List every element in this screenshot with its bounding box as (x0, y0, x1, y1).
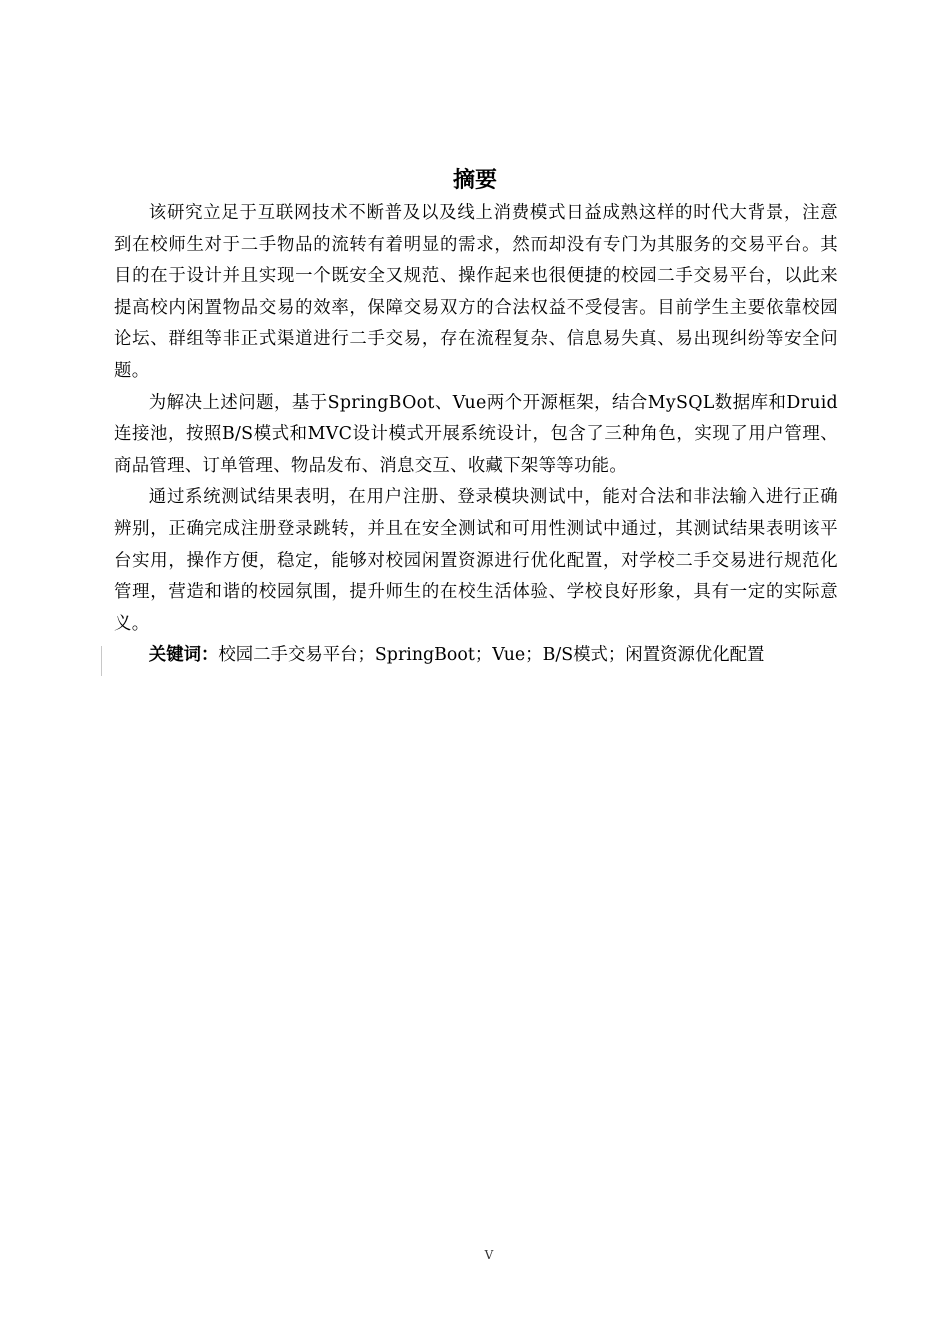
keywords-text: 校园二手交易平台；SpringBoot；Vue；B/S模式；闲置资源优化配置 (218, 645, 765, 666)
text-cursor-marker (101, 646, 102, 676)
keywords-label: 关键词： (148, 645, 219, 666)
abstract-paragraph-1: 该研究立足于互联网技术不断普及以及线上消费模式日益成熟这样的时代大背景，注意到在校师生对于二手物品的流转有着明显的需求，然而却没有专门为其服务的交易平台。其目的在于设计并且实现一个既安全又规范、操作起来也很便捷的校园二手交易平台，以此来提高校内闲置物品交易的效率，保障交易双方的合法权益不受侵害。目前学生主要依靠校园论坛、群组等非正式渠道进行二手交易，存在流程复杂、信息易失真、易出现纠纷等安全问题。 (114, 203, 838, 381)
page-title: 摘要 (452, 168, 497, 193)
abstract-body (114, 198, 838, 672)
keywords-line (114, 640, 838, 672)
abstract-paragraph-2: 为解决上述问题，基于SpringBOot、Vue两个开源框架，结合MySQL数据库和Druid连接池，按照B/S模式和MVC设计模式开展系统设计，包含了三种角色，实现了用户管理、商品管理、订单管理、物品发布、消息交互、收藏下架等等功能。 (114, 392, 838, 476)
page-number: V (484, 1248, 494, 1262)
abstract-paragraph-3: 通过系统测试结果表明，在用户注册、登录模块测试中，能对合法和非法输入进行正确辨别，正确完成注册登录跳转，并且在安全测试和可用性测试中通过，其测试结果表明该平台实用，操作方便，稳定，能够对校园闲置资源进行优化配置，对学校二手交易进行规范化管理，营造和谐的校园氛围，提升师生的在校生活体验、学校良好形象，具有一定的实际意义。 (114, 487, 838, 634)
